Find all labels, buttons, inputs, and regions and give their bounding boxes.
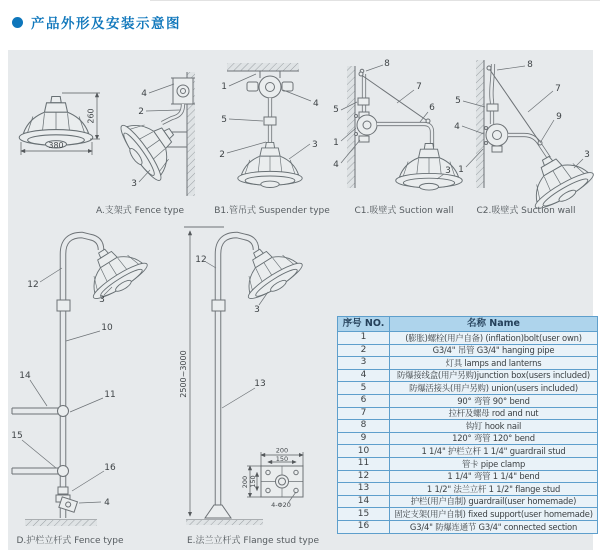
- callout-label: 9: [556, 112, 562, 122]
- callout-label: 7: [555, 84, 561, 94]
- table-row: [338, 369, 598, 382]
- diagram-a-front: [19, 93, 100, 155]
- table-row: [338, 394, 598, 407]
- table-row: [338, 332, 598, 345]
- pole-height-dim: 2500~3000: [179, 350, 188, 398]
- diagram-caption: A.支架式 Fence type: [95, 206, 185, 216]
- part-no-cell: 10: [338, 445, 390, 458]
- parts-table: [337, 316, 598, 534]
- callout-label: 4: [454, 122, 460, 132]
- part-name-cell: 防爆接线盒(用户另购)junction box(users included): [390, 369, 598, 382]
- lamp-glyph: [396, 144, 463, 191]
- callout-label: 3: [131, 179, 137, 189]
- diagram-b1: [214, 63, 330, 216]
- lamp-glyph: [238, 142, 302, 187]
- table-row: [338, 357, 598, 370]
- part-name-cell: 钩钉 hook nail: [390, 420, 598, 433]
- callout-label: 4: [333, 160, 339, 170]
- part-name-cell: 护栏(用户自制) guardrail(user homemade): [390, 495, 598, 508]
- part-no-cell: 5: [338, 382, 390, 395]
- callout-label: 16: [104, 463, 116, 473]
- table-row: [338, 344, 598, 357]
- callout-label: 12: [195, 255, 207, 265]
- part-no-cell: 12: [338, 470, 390, 483]
- flange-detail: [241, 447, 303, 510]
- callout-label: 4: [313, 99, 319, 109]
- diagram-a-side: [96, 72, 195, 216]
- parts-table-body: [338, 332, 598, 534]
- part-name-cell: 固定支架(用户自制) fixed support(user homemade): [390, 508, 598, 521]
- table-row: [338, 445, 598, 458]
- table-row: [338, 508, 598, 521]
- flange-dim-label: 150: [275, 455, 289, 463]
- part-no-cell: 4: [338, 369, 390, 382]
- callout-label: 8: [527, 60, 533, 70]
- diagram-c2: [454, 60, 598, 216]
- dim-width-label: 380: [48, 141, 64, 150]
- callout-label: 13: [254, 379, 266, 389]
- part-name-cell: 1 1/4" 护栏立杆 1 1/4" guardrail stud: [390, 445, 598, 458]
- callout-label: 3: [445, 166, 451, 176]
- part-no-cell: 15: [338, 508, 390, 521]
- part-name-cell: 防爆活接头(用户另购) union(users included): [390, 382, 598, 395]
- part-no-cell: 16: [338, 520, 390, 533]
- callout-label: 3: [312, 140, 318, 150]
- flange-holes-label: 4-Φ20: [271, 501, 291, 509]
- diagram-d: [11, 234, 152, 546]
- callout-label: 5: [455, 96, 461, 106]
- table-row: [338, 420, 598, 433]
- part-name-cell: 1 1/2" 法兰立杆 1 1/2" flange stud: [390, 483, 598, 496]
- diagram-c1: [333, 59, 462, 216]
- callout-label: 11: [104, 390, 116, 400]
- lamp-glyph: [230, 234, 307, 305]
- part-no-cell: 9: [338, 432, 390, 445]
- part-no-cell: 13: [338, 483, 390, 496]
- callout-label: 4: [104, 498, 110, 508]
- flange-dim-label: 200: [275, 446, 289, 455]
- callout-label: 1: [458, 165, 464, 175]
- callout-label: 1: [221, 82, 227, 92]
- part-name-cell: 管卡 pipe clamp: [390, 457, 598, 470]
- callout-label: 8: [384, 59, 390, 69]
- diagram-caption: D.护栏立杆式 Fence type: [16, 536, 124, 546]
- part-no-cell: 8: [338, 420, 390, 433]
- callout-label: 5: [333, 105, 339, 115]
- callout-label: 14: [19, 371, 31, 381]
- diagram-caption: C1.吸壁式 Suction wall: [354, 206, 454, 216]
- dim-height-label: 260: [86, 108, 96, 124]
- table-row: [338, 520, 598, 533]
- diagram-e: [179, 227, 319, 546]
- part-no-cell: 11: [338, 457, 390, 470]
- table-header-row: [338, 317, 598, 332]
- callout-label: 15: [11, 431, 23, 441]
- part-name-cell: 90° 弯管 90° bend: [390, 394, 598, 407]
- flange-dim-label: 150: [249, 475, 257, 488]
- diagram-caption: C2.吸壁式 Suction wall: [476, 206, 576, 216]
- part-name-cell: G3/4" 吊管 G3/4" hanging pipe: [390, 344, 598, 357]
- callout-label: 2: [138, 107, 144, 117]
- table-row: [338, 470, 598, 483]
- callout-label: 10: [101, 323, 113, 333]
- part-no-cell: 14: [338, 495, 390, 508]
- callout-label: 3: [99, 295, 105, 305]
- page-title: 产品外形及安装示意图: [31, 16, 181, 32]
- part-no-cell: 3: [338, 357, 390, 370]
- callout-label: 4: [141, 89, 147, 99]
- table-row: [338, 382, 598, 395]
- part-no-cell: 1: [338, 332, 390, 345]
- part-name-cell: 灯具 lamps and lanterns: [390, 357, 598, 370]
- callout-label: 5: [221, 115, 227, 125]
- callout-label: 6: [429, 103, 435, 113]
- column-header-no: 序号 NO.: [338, 317, 390, 332]
- lamp-glyph: [75, 234, 152, 305]
- table-row: [338, 457, 598, 470]
- callout-label: 2: [219, 150, 225, 160]
- part-name-cell: G3/4" 防爆连通节 G3/4" connected section: [390, 520, 598, 533]
- table-row: [338, 407, 598, 420]
- callout-label: 3: [584, 150, 590, 160]
- part-name-cell: 1 1/4" 弯管 1 1/4" bend: [390, 470, 598, 483]
- diagram-caption: B1.管吊式 Suspender type: [214, 206, 330, 216]
- table-row: [338, 483, 598, 496]
- flange-dim-label: 200: [241, 475, 249, 489]
- part-no-cell: 7: [338, 407, 390, 420]
- part-name-cell: 拉杆及螺母 rod and nut: [390, 407, 598, 420]
- diagram-caption: E.法兰立杆式 Flange stud type: [186, 536, 320, 546]
- callout-label: 7: [416, 82, 422, 92]
- part-name-cell: (膨胀)螺栓(用户自备) (inflation)bolt(user own): [390, 332, 598, 345]
- callout-label: 12: [27, 280, 39, 290]
- table-row: [338, 495, 598, 508]
- callout-label: 1: [333, 138, 339, 148]
- part-no-cell: 2: [338, 344, 390, 357]
- callout-label: 3: [254, 305, 260, 315]
- part-name-cell: 120° 弯管 120° bend: [390, 432, 598, 445]
- part-no-cell: 6: [338, 394, 390, 407]
- table-row: [338, 432, 598, 445]
- column-header-name: 名称 Name: [390, 317, 598, 332]
